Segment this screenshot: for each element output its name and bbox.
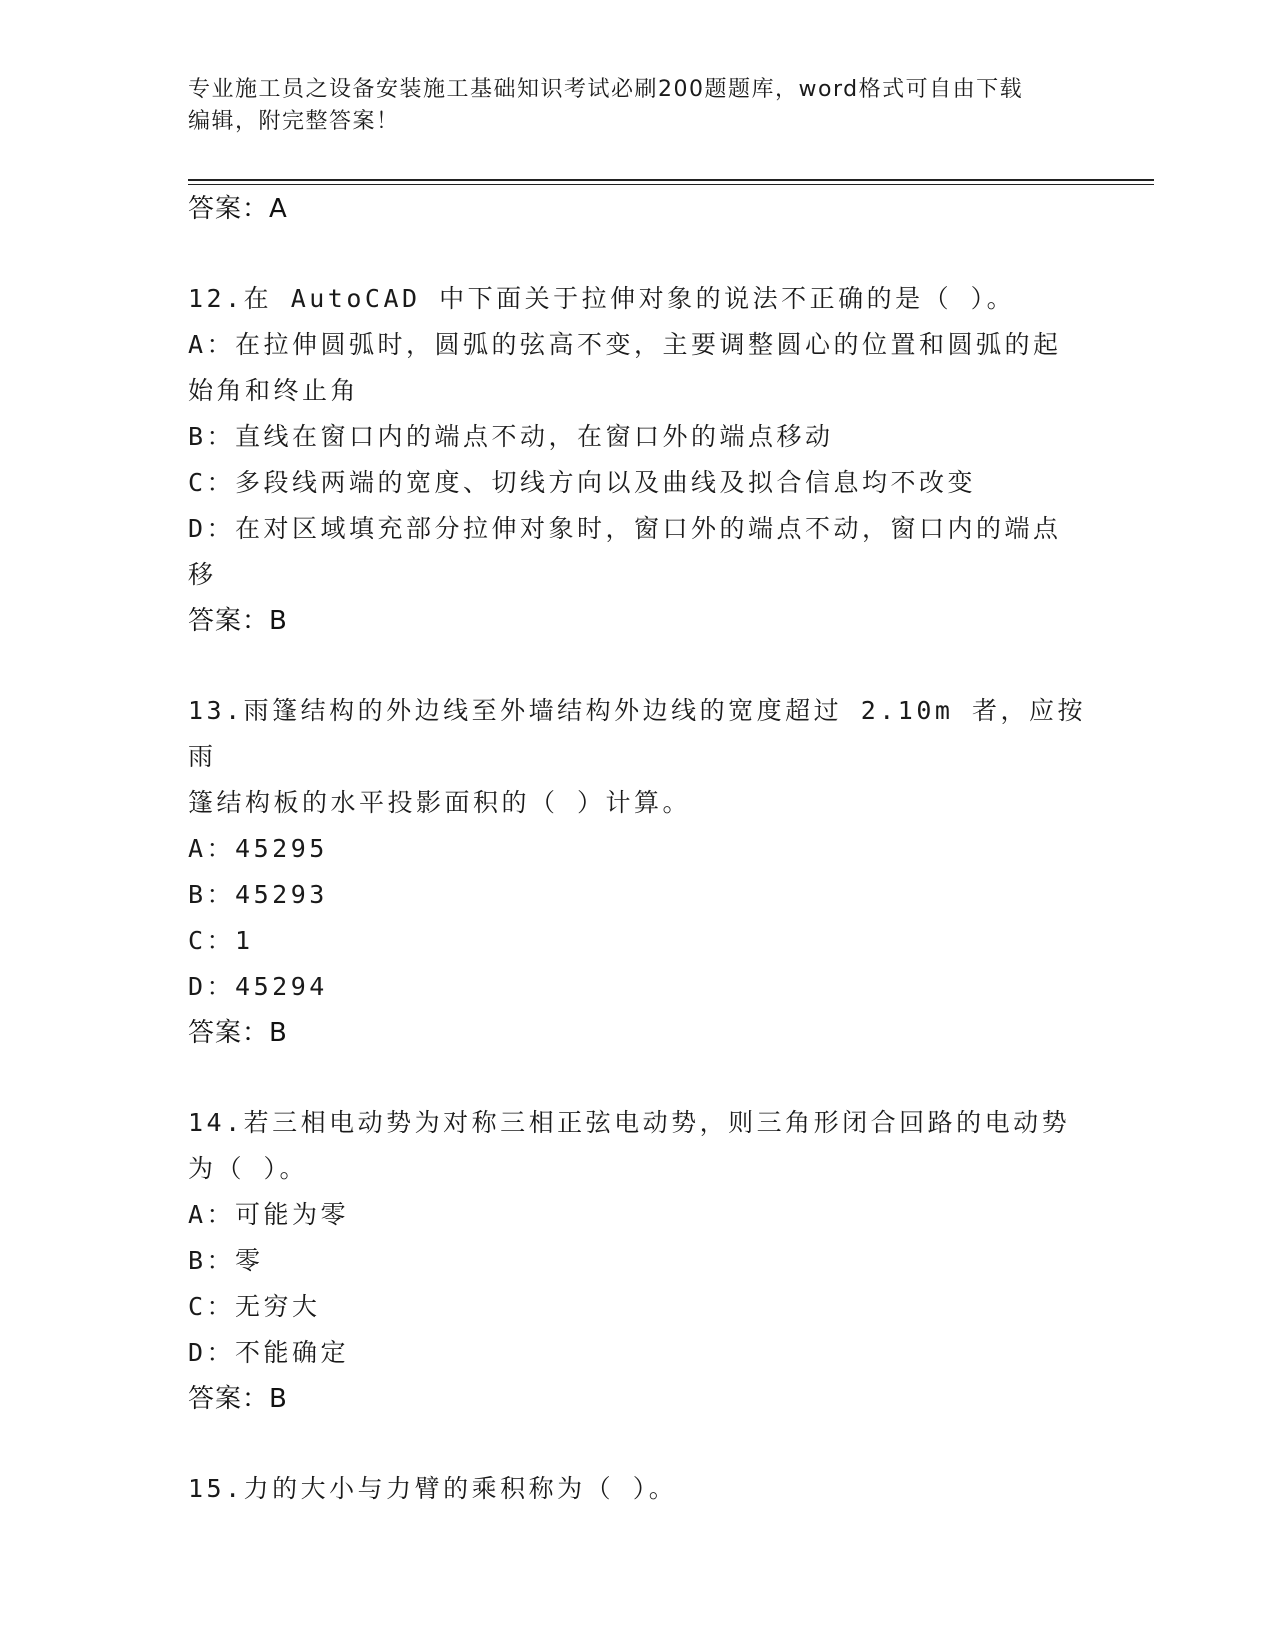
question-option-line: 始角和终止角 xyxy=(188,376,360,405)
question-item xyxy=(188,1100,1088,1422)
question-list xyxy=(188,186,1088,1512)
question-option-line: 移 xyxy=(188,560,217,589)
question-stem-line: 12.在 AutoCAD 中下面关于拉伸对象的说法不正确的是（ ）。 xyxy=(188,284,1016,313)
previous-answer: 答案：A xyxy=(188,194,288,224)
question-option-line: B：直线在窗口内的端点不动，在窗口外的端点移动 xyxy=(188,422,834,451)
question-stem-line: 14.若三相电动势为对称三相正弦电动势，则三角形闭合回路的电动势 xyxy=(188,1108,1071,1137)
header-divider-thick xyxy=(188,179,1154,181)
question-option-line: C：无穷大 xyxy=(188,1292,321,1321)
question-answer: 答案：B xyxy=(188,1018,288,1048)
header-title-line-2: 编辑，附完整答案！ xyxy=(188,109,400,134)
question-spacer xyxy=(188,1422,1088,1466)
question-option-line: C：多段线两端的宽度、切线方向以及曲线及拟合信息均不改变 xyxy=(188,468,977,497)
question-stem-line: 13.雨篷结构的外边线至外墙结构外边线的宽度超过 2.10m 者，应按雨 xyxy=(188,696,1087,771)
question-item xyxy=(188,688,1088,1056)
header-title-line-1: 专业施工员之设备安装施工基础知识考试必刷200题题库，word格式可自由下载 xyxy=(188,77,1024,102)
question-option-line: B：零 xyxy=(188,1246,264,1275)
question-option-line: B：45293 xyxy=(188,880,328,909)
question-option-line: A：可能为零 xyxy=(188,1200,350,1229)
document-header xyxy=(188,74,1078,138)
question-option-line: A：在拉伸圆弧时，圆弧的弦高不变，主要调整圆心的位置和圆弧的起 xyxy=(188,330,1062,359)
question-stem-line: 篷结构板的水平投影面积的（ ）计算。 xyxy=(188,788,692,817)
question-item xyxy=(188,276,1088,644)
question-answer: 答案：B xyxy=(188,1384,288,1414)
header-divider-thin xyxy=(188,184,1154,185)
questions-container xyxy=(188,232,1088,1512)
question-option-line: A：45295 xyxy=(188,834,328,863)
question-option-line: D：不能确定 xyxy=(188,1338,350,1367)
question-answer: 答案：B xyxy=(188,606,288,636)
question-spacer xyxy=(188,644,1088,688)
question-spacer xyxy=(188,1056,1088,1100)
question-option-line: D：45294 xyxy=(188,972,328,1001)
question-option-line: D：在对区域填充部分拉伸对象时，窗口外的端点不动，窗口内的端点 xyxy=(188,514,1062,543)
question-spacer xyxy=(188,232,1088,276)
question-option-line: C：1 xyxy=(188,926,254,955)
question-stem-line: 为（ ）。 xyxy=(188,1154,309,1183)
question-stem-line: 15.力的大小与力臂的乘积称为（ ）。 xyxy=(188,1474,678,1503)
question-item xyxy=(188,1466,1088,1512)
